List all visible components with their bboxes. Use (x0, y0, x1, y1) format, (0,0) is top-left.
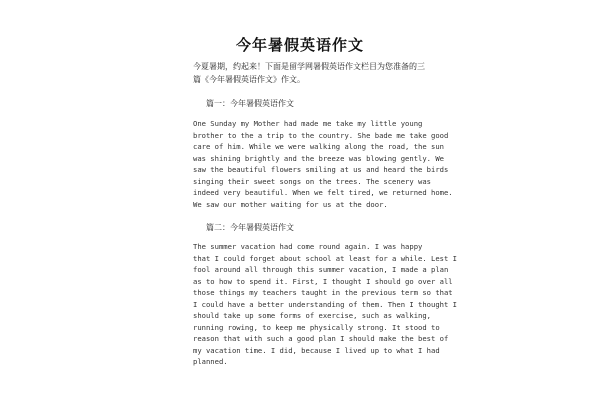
text-line: running rowing, to keep me physically strong. It stood to (193, 322, 440, 332)
text-line: The summer vacation had come round again. I was happy (193, 242, 423, 251)
intro-line: 今夏暑期，约起来！下面是留学网暑假英语作文栏目为您准备的三 (193, 62, 425, 71)
document-title: 今年暑假英语作文 (235, 36, 364, 54)
text-line: saw the beautiful flowers smiling at us and heard the birds (193, 165, 449, 175)
section-heading-1: 篇一：今年暑假英语作文 (206, 99, 294, 108)
text-line: indeed very beautiful. When we felt tired, we returned home. (193, 188, 453, 198)
text-line: reason that with such a good plan I should make the best of (193, 334, 449, 344)
text-line: planned. (193, 357, 228, 367)
intro-paragraph (193, 60, 423, 86)
text-line: singing their sweet songs on the trees. The scenery was (193, 176, 431, 186)
text-line: that I could forget about school at least for a while. Lest I (193, 253, 457, 263)
intro-line: 篇《今年暑假英语作文》作文。 (193, 75, 305, 84)
essay-paragraph-2 (193, 241, 457, 368)
text-line: I could have a better understanding of them. Then I thought I (193, 299, 457, 309)
text-line: as to how to spend it. First, I thought I should go over all (193, 276, 453, 286)
text-line: should take up some forms of exercise, such as walking, (193, 311, 431, 321)
text-line: care of him. While we were walking along the road, the sun (193, 142, 444, 152)
text-line: One Sunday my Mother had made me take my little young (193, 119, 423, 128)
text-line: my vacation time. I did, because I lived up to what I had (193, 345, 440, 355)
text-line: was shining brightly and the breeze was blowing gently. We (193, 153, 444, 163)
text-line: those things my teachers taught in the previous term so that (193, 288, 453, 298)
text-line: brother to the a trip to the country. She bade me take good (193, 130, 449, 140)
section-heading-2: 篇二：今年暑假英语作文 (206, 223, 294, 232)
text-line: fool around all through this summer vacation, I made a plan (193, 265, 449, 275)
text-line: We saw our mother waiting for us at the door. (193, 199, 388, 209)
essay-paragraph-1 (193, 118, 453, 210)
